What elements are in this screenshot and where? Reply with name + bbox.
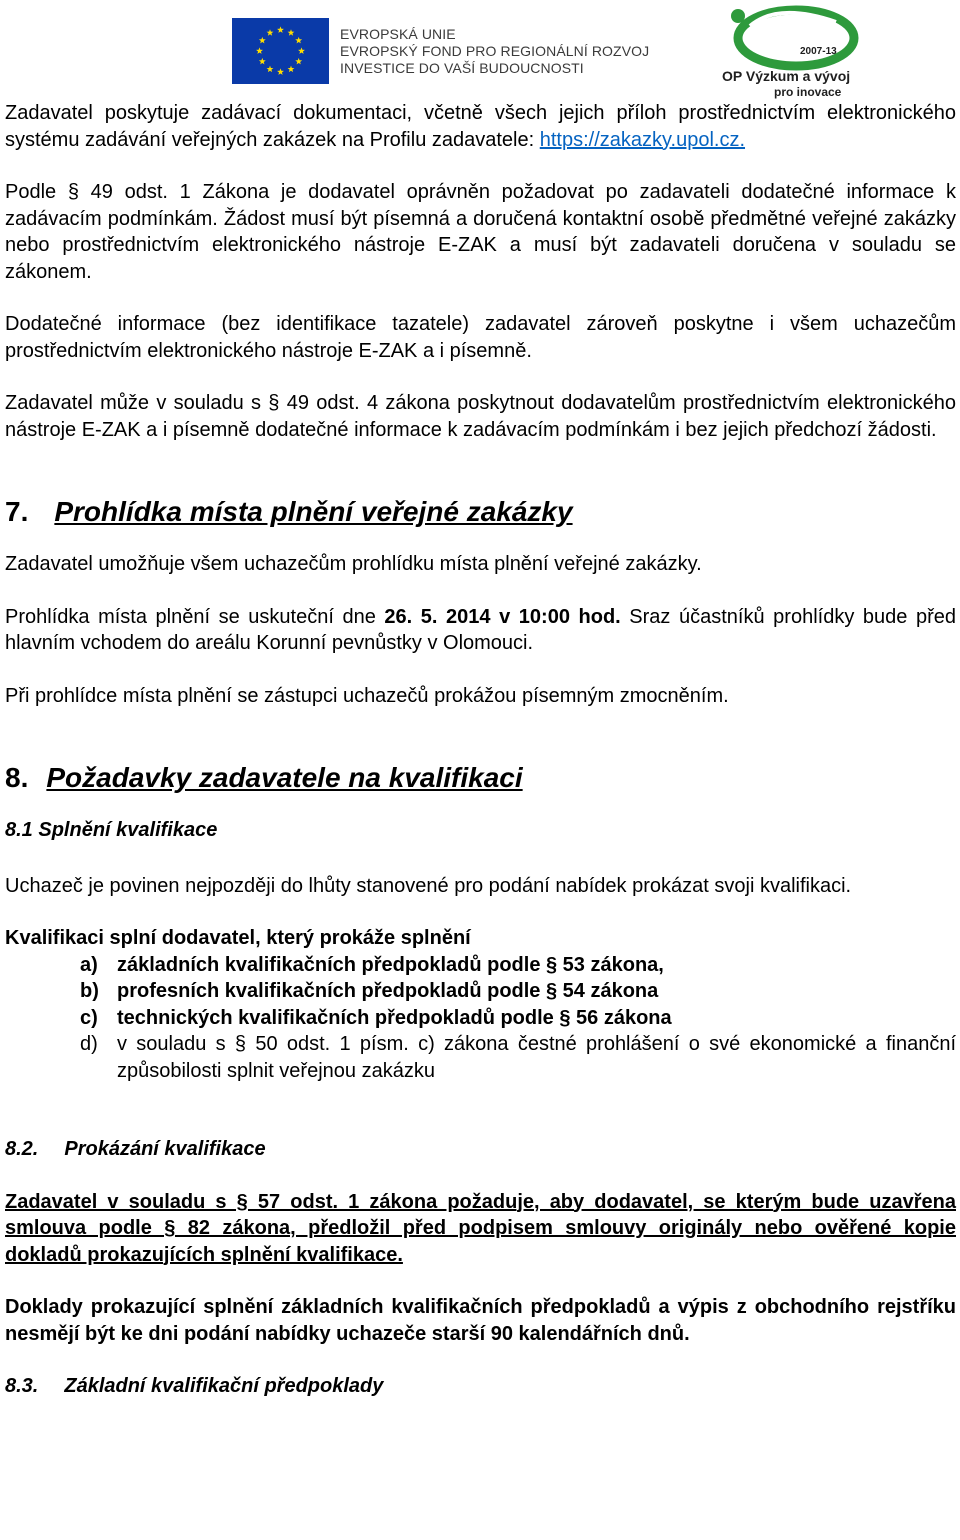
eu-logo-text <box>340 26 649 77</box>
section-7-heading <box>5 495 956 529</box>
paragraph-additional-info-request: Podle § 49 odst. 1 Zákona je dodavatel oprávněn požadovat po zadavateli dodatečné informace k zadávacím podmínkám. Žádost musí být písemná a doručená kontaktní osobě předmětné veřejné zakázky nebo prostřednictvím elektronického nástroje E-ZAK a musí být zadavateli doručena v souladu se zákonem. <box>5 181 956 283</box>
section-8-title: Požadavky zadavatele na kvalifikaci <box>46 762 523 793</box>
qualification-list <box>5 952 956 1085</box>
eu-flag-icon <box>232 18 329 84</box>
paragraph-site-visit: Zadavatel umožňuje všem uchazečům prohlídku místa plnění veřejné zakázky. <box>5 553 702 575</box>
page-header <box>0 0 960 102</box>
paragraph-additional-info-provision: Dodatečné informace (bez identifikace tazatele) zadavatel zároveň poskytne i všem uchazečům prostřednictvím elektronického nástroje E-ZAK a i písemně. <box>5 313 956 362</box>
section-8-number: 8. <box>5 762 29 793</box>
op-line-2: pro inovace <box>774 85 842 99</box>
eu-line-3: INVESTICE DO VAŠÍ BUDOUCNOSTI <box>340 60 584 76</box>
site-visit-meeting-point: Sraz účastníků prohlídky bude před hlavním vchodem do areálu Korunní pevnůstky v Olomouci. <box>5 605 956 654</box>
op-line-1: OP Výzkum a vývoj <box>722 68 851 84</box>
paragraph-qualification-proof: Zadavatel v souladu s § 57 odst. 1 zákona požaduje, aby dodavatel, se kterým bude uzavřena smlouva podle § 82 zákona, předložil před podpisem smlouvy originály nebo ověřené kopie dokladů prokazujících splnění kvalifikace. <box>5 1190 956 1266</box>
eu-line-2: EVROPSKÝ FOND PRO REGIONÁLNÍ ROZVOJ <box>340 43 650 59</box>
list-item-marker: d) <box>80 1033 98 1055</box>
list-item-marker: a) <box>80 953 98 976</box>
paragraph-document-age: Doklady prokazující splnění základních kvalifikačních předpokladů a výpis z obchodního rejstříku nesmějí být ke dni podání nabídky uchazeče starší 90 kalendářních dnů. <box>5 1296 956 1345</box>
paragraph-site-visit-authorization: Při prohlídce místa plnění se zástupci uchazečů prokážou písemným zmocněním. <box>5 684 729 707</box>
subsection-8-2-title: Prokázání kvalifikace <box>64 1138 266 1160</box>
list-item-text: v souladu s § 50 odst. 1 písm. c) zákona čestné prohlášení o své ekonomické a finanční způsobilosti splnit veřejnou zakázku <box>117 1033 956 1082</box>
list-item-marker: b) <box>80 980 99 1002</box>
section-7-number: 7. <box>5 496 29 527</box>
document-body <box>5 100 956 1400</box>
list-item <box>5 952 956 979</box>
op-years: 2007-13 <box>800 46 837 57</box>
paragraph-unsolicited-info: Zadavatel může v souladu s § 49 odst. 4 zákona poskytnout dodavatelům prostřednictvím elektronického nástroje E-ZAK a i písemně dodatečné informace k zadávacím podmínkám i bez jejich předchozí žádosti. <box>5 392 956 441</box>
list-item-text: základních kvalifikačních předpokladů podle § 53 zákona, <box>117 953 664 976</box>
list-item <box>5 1005 956 1032</box>
site-visit-date: 26. 5. 2014 v 10:00 hod. <box>384 605 621 628</box>
paragraph-profile <box>5 100 956 153</box>
paragraph-qualification-deadline: Uchazeč je povinen nejpozději do lhůty stanovené pro podání nabídek prokázat svoji kvalifikaci. <box>5 874 852 897</box>
subsection-8-3-heading <box>5 1373 956 1400</box>
list-item-marker: c) <box>80 1006 98 1029</box>
subsection-8-2-heading <box>5 1136 956 1163</box>
eu-line-1: EVROPSKÁ UNIE <box>340 26 456 42</box>
paragraph-profile-text: Zadavatel poskytuje zadávací dokumentaci, včetně všech jejich příloh prostřednictvím elektronického systému zadávání veřejných zakázek na Profilu zadavatele: <box>5 102 956 151</box>
list-item <box>5 1031 956 1084</box>
subsection-8-1-title: 8.1 Splnění kvalifikace <box>5 819 218 841</box>
list-item-text: profesních kvalifikačních předpokladů podle § 54 zákona <box>117 980 659 1002</box>
paragraph-site-visit-date <box>5 604 956 657</box>
op-logo-text <box>722 68 868 100</box>
subsection-8-3-number: 8.3. <box>5 1375 39 1397</box>
subsection-8-2-number: 8.2. <box>5 1138 39 1160</box>
paragraph-qualification-intro: Kvalifikaci splní dodavatel, který prokáže splnění <box>5 927 471 949</box>
profile-link[interactable]: https://zakazky.upol.cz. <box>539 128 746 151</box>
list-item-text: technických kvalifikačních předpokladů podle § 56 zákona <box>117 1006 672 1029</box>
section-8-heading <box>5 761 956 795</box>
list-item <box>5 978 956 1005</box>
site-visit-date-prefix: Prohlídka místa plnění se uskuteční dne <box>5 605 385 628</box>
section-7-title: Prohlídka místa plnění veřejné zakázky <box>54 496 573 527</box>
subsection-8-3-title: Základní kvalifikační předpoklady <box>64 1375 384 1397</box>
